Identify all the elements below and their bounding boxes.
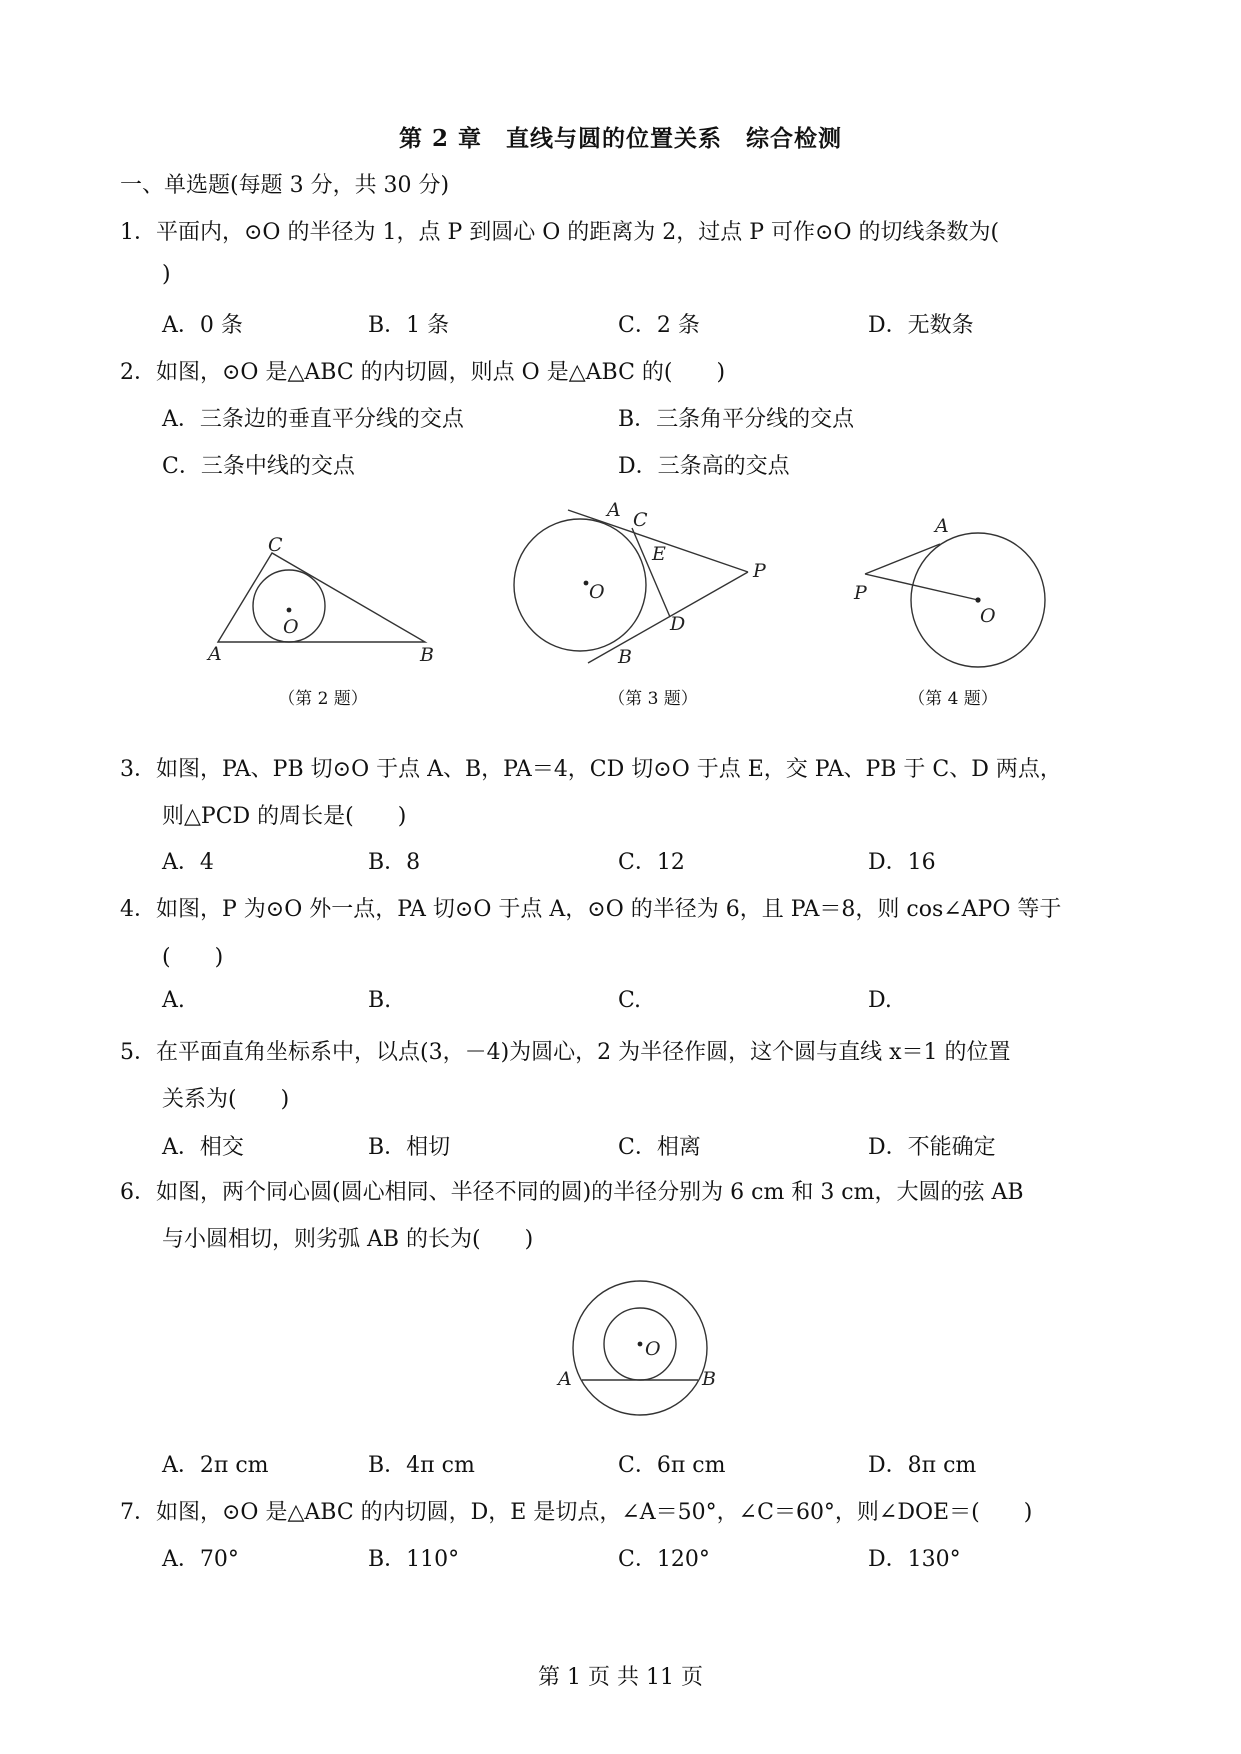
q1-option-c: C．2 条	[618, 313, 700, 338]
label-a: A	[558, 1368, 572, 1390]
figure-4-caption: （第 4 题）	[908, 689, 998, 709]
q7-option-b: B．110°	[368, 1547, 460, 1572]
q5-option-a: A．相交	[162, 1135, 244, 1160]
label-p: P	[753, 560, 766, 582]
question-3-text-cont: 则△PCD 的周长是( )	[162, 804, 407, 829]
label-c: C	[633, 509, 648, 531]
q2-option-a: A．三条边的垂直平分线的交点	[162, 407, 464, 432]
q6-option-a: A．2π cm	[162, 1453, 269, 1478]
q2-option-d: D．三条高的交点	[618, 454, 790, 479]
question-3-text: 3．如图，PA、PB 切⊙O 于点 A、B，PA＝4，CD 切⊙O 于点 E，交 PA、PB 于 C、D 两点，	[120, 757, 1062, 782]
label-b: B	[702, 1368, 716, 1390]
q1-option-a: A．0 条	[162, 313, 243, 338]
total-pages: 11	[646, 1665, 674, 1690]
center-dot	[638, 1342, 643, 1347]
q3-option-a: A．4	[162, 850, 214, 875]
question-5-text: 5．在平面直角坐标系中，以点(3，－4)为圆心，2 为半径作圆，这个圆与直线 x＝1 的位置	[120, 1040, 1011, 1065]
q7-option-d: D．130°	[868, 1547, 961, 1572]
question-7-text: 7．如图，⊙O 是△ABC 的内切圆，D，E 是切点，∠A＝50°，∠C＝60°，则∠DOE＝( )	[120, 1500, 1033, 1525]
center-dot	[975, 597, 980, 602]
page-footer	[0, 1660, 1241, 1691]
circle-o	[514, 519, 646, 651]
question-4-text: 4．如图，P 为⊙O 外一点，PA 切⊙O 于点 A，⊙O 的半径为 6，且 PA＝8，则 cos∠APO 等于	[120, 897, 1062, 922]
figure-4-tangent	[840, 510, 1060, 675]
figure-6-concentric-circles	[545, 1270, 735, 1420]
q3-option-b: B．8	[368, 850, 421, 875]
q3-option-c: C．12	[618, 850, 685, 875]
tangent-pa	[865, 544, 940, 574]
label-o: O	[645, 1338, 661, 1360]
label-o: O	[980, 605, 996, 627]
page-title: 第 2 章 直线与圆的位置关系 综合检测	[398, 125, 843, 152]
label-o: O	[589, 581, 605, 603]
label-a: A	[607, 499, 621, 521]
label-p: P	[854, 582, 867, 604]
q5-option-d: D．不能确定	[868, 1135, 996, 1160]
q4-option-b: B.	[368, 988, 392, 1013]
q1-option-d: D．无数条	[868, 313, 974, 338]
q4-option-d: D.	[868, 988, 892, 1013]
tangent-pb	[588, 572, 748, 663]
figure-3-tangents	[500, 495, 790, 680]
q7-option-a: A．70°	[162, 1547, 239, 1572]
large-circle	[573, 1281, 707, 1415]
label-a: A	[935, 515, 949, 537]
q4-option-c: C.	[618, 988, 642, 1013]
question-4-text-cont: ( )	[162, 945, 224, 970]
triangle-abc	[218, 553, 425, 642]
q5-option-c: C．相离	[618, 1135, 701, 1160]
label-e: E	[652, 543, 666, 565]
q4-option-a: A.	[162, 988, 185, 1013]
label-o: O	[283, 616, 299, 638]
footer-pre: 第	[537, 1665, 560, 1690]
label-c: C	[268, 534, 283, 556]
question-1-text-cont: )	[162, 262, 171, 287]
figure-2-triangle-incircle	[200, 530, 440, 665]
label-d: D	[670, 613, 686, 635]
segment-po	[865, 574, 978, 600]
q6-option-c: C．6π cm	[618, 1453, 726, 1478]
figure-3-caption: （第 3 题）	[608, 689, 698, 709]
q2-option-c: C．三条中线的交点	[162, 454, 355, 479]
question-6-text: 6．如图，两个同心圆(圆心相同、半径不同的圆)的半径分别为 6 cm 和 3 cm，大圆的弦 AB	[120, 1180, 1024, 1205]
q1-option-b: B．1 条	[368, 313, 450, 338]
label-b: B	[618, 646, 632, 668]
label-a: A	[208, 643, 222, 665]
footer-post: 页	[681, 1665, 704, 1690]
center-dot	[287, 608, 292, 613]
q5-option-b: B．相切	[368, 1135, 451, 1160]
page-number: 1	[567, 1665, 581, 1690]
q6-option-b: B．4π cm	[368, 1453, 475, 1478]
center-dot	[584, 581, 589, 586]
tangent-cd	[632, 528, 670, 617]
question-5-text-cont: 关系为( )	[162, 1087, 290, 1112]
section-heading: 一、单选题(每题 3 分，共 30 分)	[120, 173, 450, 198]
figure-2-caption: （第 2 题）	[278, 689, 368, 709]
q3-option-d: D．16	[868, 850, 936, 875]
q6-option-d: D．8π cm	[868, 1453, 977, 1478]
footer-mid: 页 共	[588, 1665, 639, 1690]
label-b: B	[420, 644, 434, 665]
question-1-text: 1．平面内，⊙O 的半径为 1，点 P 到圆心 O 的距离为 2，过点 P 可作⊙O 的切线条数为(	[120, 220, 1000, 245]
q2-option-b: B．三条角平分线的交点	[618, 407, 855, 432]
question-6-text-cont: 与小圆相切，则劣弧 AB 的长为( )	[162, 1227, 534, 1252]
q7-option-c: C．120°	[618, 1547, 710, 1572]
question-2-text: 2．如图，⊙O 是△ABC 的内切圆，则点 O 是△ABC 的( )	[120, 360, 726, 385]
